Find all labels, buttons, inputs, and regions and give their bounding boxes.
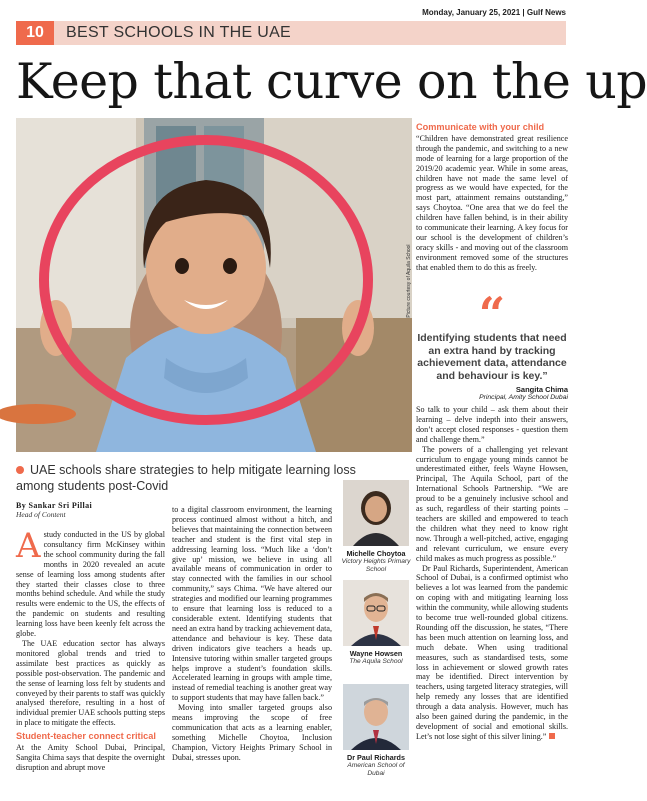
article-column-1: Astudy conducted in the US by global consultancy firm McKinsey within the school community during the fall months in 2020 revealed an acute sense of learning loss among students after they started their classes close to three months behind schedule. And while the study results were endemic to the US, the effects of the pandemic on students and resulting learning loss have been keenly felt across the globe. The UAE education sector has always monitored global trends and tried to assimilate best practices as quickly as possible post-observation. The pandemic and the sense of learning loss felt by students and conveyed by their parents to staff was quickly analysed therefore, resulting in a host of individual premier UAE schools putting steps in place to mitigate the effects. Student-teacher connect critical At the Amity School Dubai, Principal, Sangita Chima says that despite the overnight disruption and abrupt move xyxy=(16,526,165,772)
pull-quote-role: Principal, Amity School Dubai xyxy=(479,394,568,401)
person-name: Wayne Howsen xyxy=(349,649,403,658)
article-column-3: Communicate with your child “Children have demonstrated great resilience through the pandemic, and switching to a new mode of learning for a large proportion of the 2019/20 academic year. While in some areas, children have not made the same level of progress as we would have expected, for the most part, attainment remains outstanding,” says Choytoa. “One area that we do feel the children have fallen behind, is in their ability to communicate their learning. A key focus for our school is the development of children’s oracy skills - and moving out of the classroom environment removed some of the structures that enabled them to do this as freely. xyxy=(416,122,568,272)
person-name: Michelle Choytoa xyxy=(346,549,406,558)
end-mark-icon xyxy=(549,733,555,739)
author-role: Head of Content xyxy=(16,510,66,519)
person-name: Dr Paul Richards xyxy=(347,753,405,762)
man-portrait-icon xyxy=(343,684,409,750)
article-column-4: So talk to your child – ask them about their learning – delve indepth into their answers, don’t accept closed responses - question them and challenge them.” The powers of a challenging yet relevant curriculum to engage young minds cannot be underestimated either, feels Wayne Howsen, Principal, The Aquila School, part of the International Schools Partnership. “We are proud to be a genuinely inclusive school and as such, regardless of their starting points – teachers are skilled and empowered to teach the children what they need to know right now. Through a well-pitched, active, engaging and relevant curriculum, we ensure every child makes as much progress as possible.” Dr Paul Richards, Superintendent, American School of Dubai, is a confirmed optimist who believes a lot was learned from the pandemic on coping with and mitigating learning loss within the community, while allowing students to become true well-rounded global citizens. Rounding off the discussion, he states, “There has been much attention on learning loss, and much debate. When using traditional measures, such as standardised tests, some loss in achievement or slowed growth rates may be identified. Direct intervention by teachers, using targeted literacy strategies, will help remedy any losses that are identified through a data analysis. However, much has also been gained during the pandemic, in the development of social and emotional skills. Let’s not lose sight of this silver lining.” xyxy=(416,405,568,741)
dateline: Monday, January 25, 2021 | Gulf News xyxy=(422,8,566,17)
pull-quote-name: Sangita Chima xyxy=(515,385,568,394)
standfirst: UAE schools share strategies to help mitigate learning loss among students post-Covid xyxy=(16,463,356,493)
woman-portrait-icon xyxy=(343,480,409,546)
pull-quote-text: Identifying students that need an extra hand by tracking achievement data, attendance and behaviour is key.” xyxy=(417,332,567,382)
headline: Keep that curve on the up xyxy=(16,53,647,110)
photo-credit: Picture courtesy of Aquila School xyxy=(406,244,412,318)
article-column-2: to a digital classroom environment, the learning process continued almost without a hitch, and believes that maintaining the connection between teacher and student is the first vital step in addressing learning loss. “Much like a ‘don’t give up’ mission, we believe in using all available means of communication in order to stay connected with the families in our school community,” says Chima. “We have altered our strategies and modified our learning programmes to ensure that learning loss is reduced to a considerable extent. Identifying students that need an extra hand by tracking achievement data, attendance and behaviour is key. These data driven indicators give teachers a heads up. Intensive tutoring within smaller targeted groups helps improve a student’s foundation skills. Accelerated learning in groups with ample time, instead of remedial teaching is another great way to support students that may have fallen back.” Moving into smaller targeted groups also means improving the scope of free communication that acts as a learning enabler, something Michelle Choytoa, Inclusion Champion, Victory Heights Primary School in Dubai, stresses upon. xyxy=(172,505,333,762)
byline xyxy=(16,501,156,519)
profile-paul-richards xyxy=(338,684,414,778)
author-name: By Sankar Sri Pillai xyxy=(16,501,93,510)
profile-wayne-howsen xyxy=(338,580,414,666)
pull-quote xyxy=(416,287,568,401)
drop-cap: A xyxy=(16,526,41,566)
hero-photo xyxy=(16,118,412,452)
girl-with-hoop-illustration xyxy=(16,118,412,452)
person-role: The Aquila School xyxy=(349,658,403,665)
person-role: American School of Dubai xyxy=(347,762,405,777)
bullet-icon xyxy=(16,466,24,474)
man-glasses-portrait-icon xyxy=(343,580,409,646)
profile-michelle-choytoa xyxy=(338,480,414,574)
section-bar xyxy=(16,21,566,45)
quote-mark-icon: “ xyxy=(478,287,506,341)
subheading: Communicate with your child xyxy=(416,122,545,132)
section-title: BEST SCHOOLS IN THE UAE xyxy=(66,24,292,41)
page-number: 10 xyxy=(16,21,54,45)
person-role: Victory Heights Primary School xyxy=(341,558,411,573)
subheading: Student-teacher connect critical xyxy=(16,731,156,742)
